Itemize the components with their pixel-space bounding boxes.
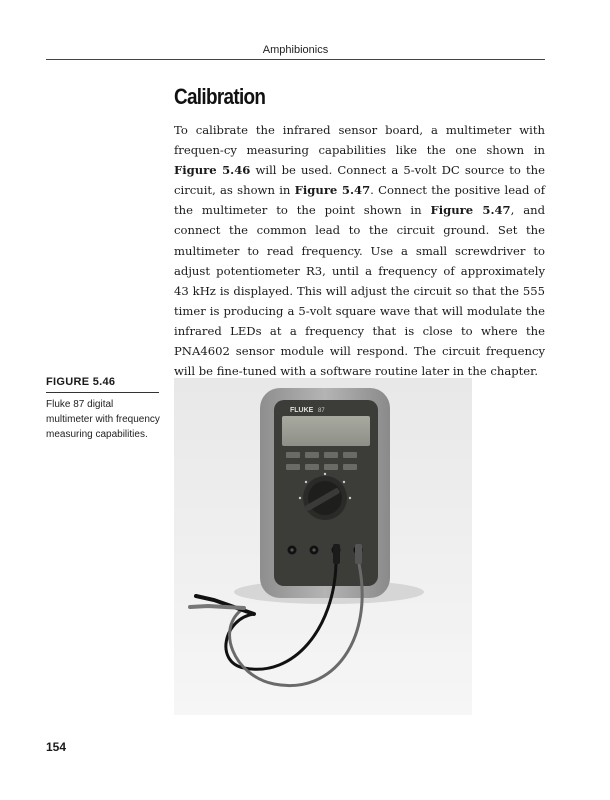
multimeter-model: 87 [318, 408, 325, 414]
multimeter-display [282, 416, 370, 446]
figure-label: FIGURE 5.46 [46, 376, 116, 388]
header-rule [46, 59, 545, 60]
body-paragraph [174, 120, 545, 381]
section-heading: Calibration [174, 84, 266, 109]
figure-reference-5-46: Figure 5.46 [174, 163, 251, 178]
paragraph-text-2: will be used. Connect a 5-volt DC source to the circuit, as shown in [174, 163, 545, 198]
black-probe-plug [333, 544, 340, 564]
figure-reference-5-47: Figure 5.47 [294, 183, 371, 198]
paragraph-text-1: To calibrate the infrared sensor board, a multimeter with frequen-cy measuring capabilities like the one shown in [174, 123, 545, 158]
running-head: Amphibionics [262, 44, 329, 56]
red-probe-plug [355, 544, 362, 564]
figure-caption: Fluke 87 digital multimeter with frequency measuring capabilities. [46, 399, 160, 440]
paragraph-text-4: , and connect the common lead to the circuit ground. Set the multimeter to read frequency. Use a small screwdriver to adjust potentiometer R3, until a frequency of approximately 43 kHz is displayed. This will adjust the circuit so that the 555 timer is producing a 5-volt square wave that will modulate the infrared LEDs at a frequency that is close to where the PNA4602 sensor module will respond. The circuit frequency will be fine-tuned with a software routine later in the chapter. [174, 203, 545, 379]
red-probe [190, 606, 244, 608]
multimeter-brand: FLUKE [290, 407, 314, 414]
figure-reference-5-47-second: Figure 5.47 [430, 203, 511, 218]
page-number: 154 [46, 740, 67, 754]
figure-label-rule [46, 392, 159, 393]
multimeter-photo [174, 378, 472, 715]
paragraph-text-3: . Connect the positive lead of the multimeter to the point shown in [174, 183, 545, 218]
